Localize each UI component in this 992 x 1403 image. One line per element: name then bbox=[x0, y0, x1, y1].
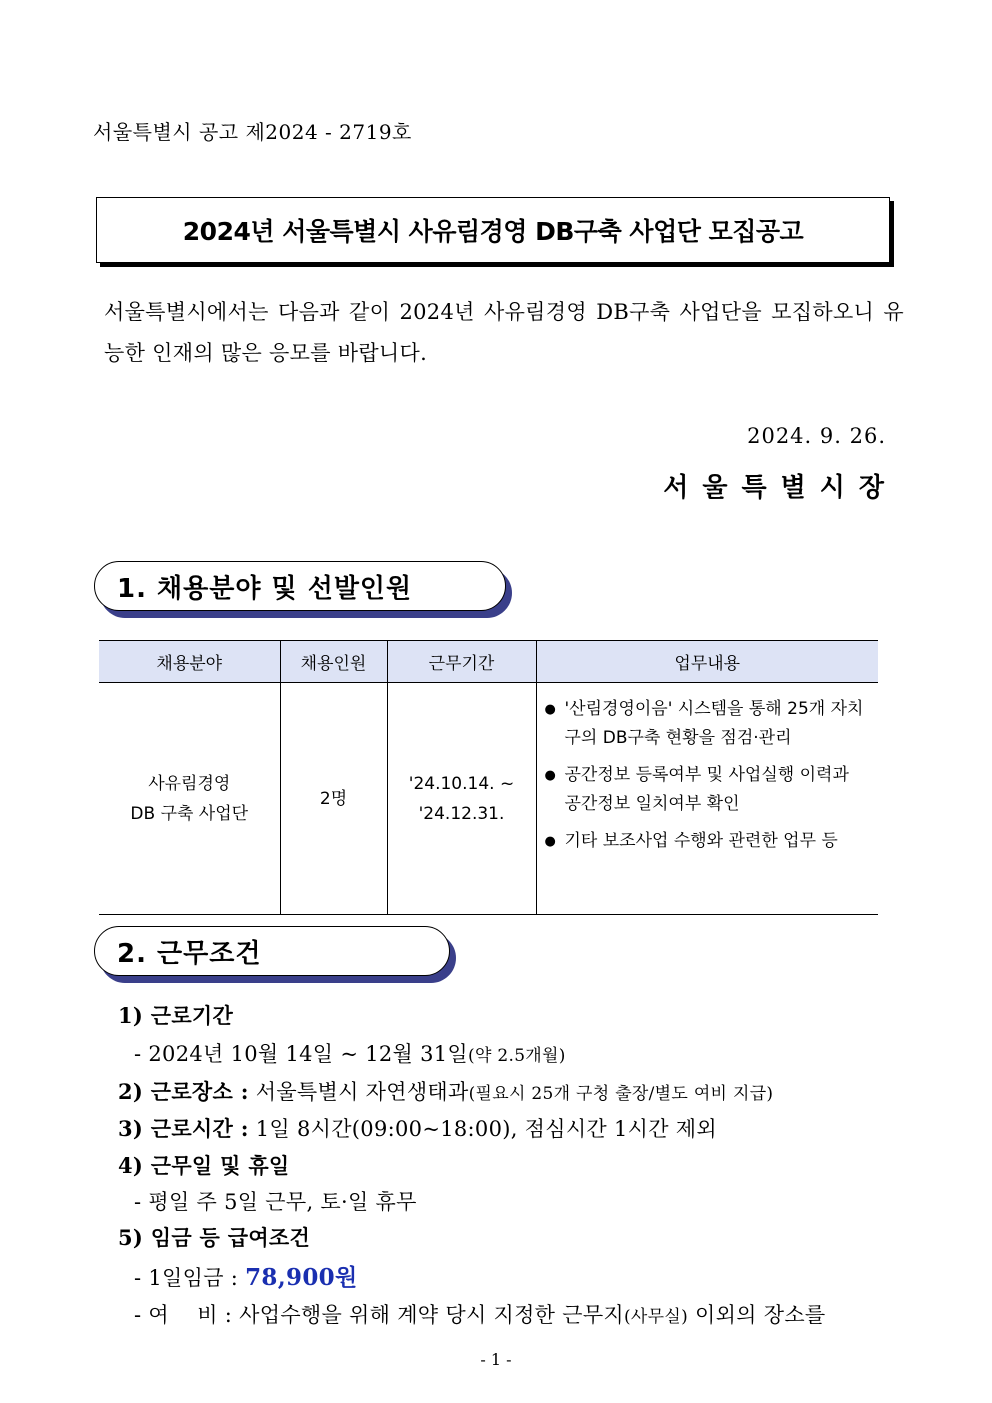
condition-days-value: - 평일 주 5일 근무, 토·일 휴무 bbox=[134, 1190, 417, 1214]
section1-heading bbox=[94, 561, 506, 611]
condition-days-label: 4) 근무일 및 휴일 bbox=[118, 1153, 290, 1178]
condition-place: 2) 근로장소 : 서울특별시 자연생태과(필요시 25개 구청 출장/별도 여비 지급) bbox=[118, 1079, 774, 1104]
bullet-icon: ● bbox=[544, 834, 556, 849]
wage-value: 78,900원 bbox=[245, 1264, 358, 1291]
header-field: 채용분야 bbox=[99, 641, 280, 683]
section2-heading-text: 2. 근무조건 bbox=[117, 938, 262, 969]
duty-text: 기타 보조사업 수행와 관련한 업무 등 bbox=[564, 831, 838, 851]
recruitment-table bbox=[99, 640, 878, 915]
cell-duties bbox=[536, 683, 878, 915]
issuer-name: 서울특별시장 bbox=[663, 473, 898, 503]
field-line1: 사유림경영 bbox=[148, 773, 231, 794]
duty-item bbox=[545, 695, 869, 753]
header-duties: 업무내용 bbox=[536, 641, 878, 683]
cell-headcount: 2명 bbox=[280, 683, 387, 915]
condition-pay-label: 5) 임금 등 급여조건 bbox=[118, 1225, 311, 1250]
page-number: - 1 - bbox=[480, 1350, 512, 1369]
notice-date: 2024. 9. 26. bbox=[747, 424, 886, 448]
duty-text: 공간정보 등록여부 및 사업실행 이력과 공간정보 일치여부 확인 bbox=[564, 765, 849, 814]
condition-wage: - 1일임금 : 78,900원 bbox=[134, 1264, 358, 1291]
duty-item bbox=[545, 761, 869, 819]
table-row bbox=[99, 683, 878, 915]
header-period: 근무기간 bbox=[387, 641, 536, 683]
condition-period-value: - 2024년 10월 14일 ~ 12월 31일(약 2.5개월) bbox=[134, 1042, 566, 1066]
document-title: 2024년 서울특별시 사유림경영 DB구축 사업단 모집공고 bbox=[182, 217, 804, 246]
condition-hours: 3) 근로시간 : 1일 8시간(09:00~18:00), 점심시간 1시간 제외 bbox=[118, 1116, 717, 1141]
cell-period bbox=[387, 683, 536, 915]
title-box bbox=[96, 197, 890, 263]
intro-paragraph: 서울특별시에서는 다음과 같이 2024년 사유림경영 DB구축 사업단을 모집하오니 유능한 인재의 많은 응모를 바랍니다. bbox=[104, 300, 904, 365]
duty-text: '산림경영이음' 시스템을 통해 25개 자치구의 DB구축 현황을 점검·관리 bbox=[564, 699, 864, 748]
period-end: '24.12.31. bbox=[418, 803, 505, 824]
cell-field bbox=[99, 683, 280, 915]
section1-heading-text: 1. 채용분야 및 선발인원 bbox=[117, 573, 413, 604]
field-line2: DB 구축 사업단 bbox=[130, 803, 249, 824]
period-start: '24.10.14. ~ bbox=[408, 773, 515, 794]
bullet-icon: ● bbox=[544, 702, 556, 717]
table-header-row bbox=[99, 641, 878, 683]
bullet-icon: ● bbox=[544, 768, 556, 783]
header-headcount: 채용인원 bbox=[280, 641, 387, 683]
condition-period-label: 1) 근로기간 bbox=[118, 1003, 234, 1028]
section2-heading bbox=[94, 926, 450, 976]
duty-item bbox=[545, 827, 869, 856]
notice-number: 서울특별시 공고 제2024 - 2719호 bbox=[93, 120, 412, 144]
condition-travel: - 여 비 : 사업수행을 위해 계약 당시 지정한 근무지(사무실) 이외의 장소를 bbox=[134, 1303, 826, 1327]
